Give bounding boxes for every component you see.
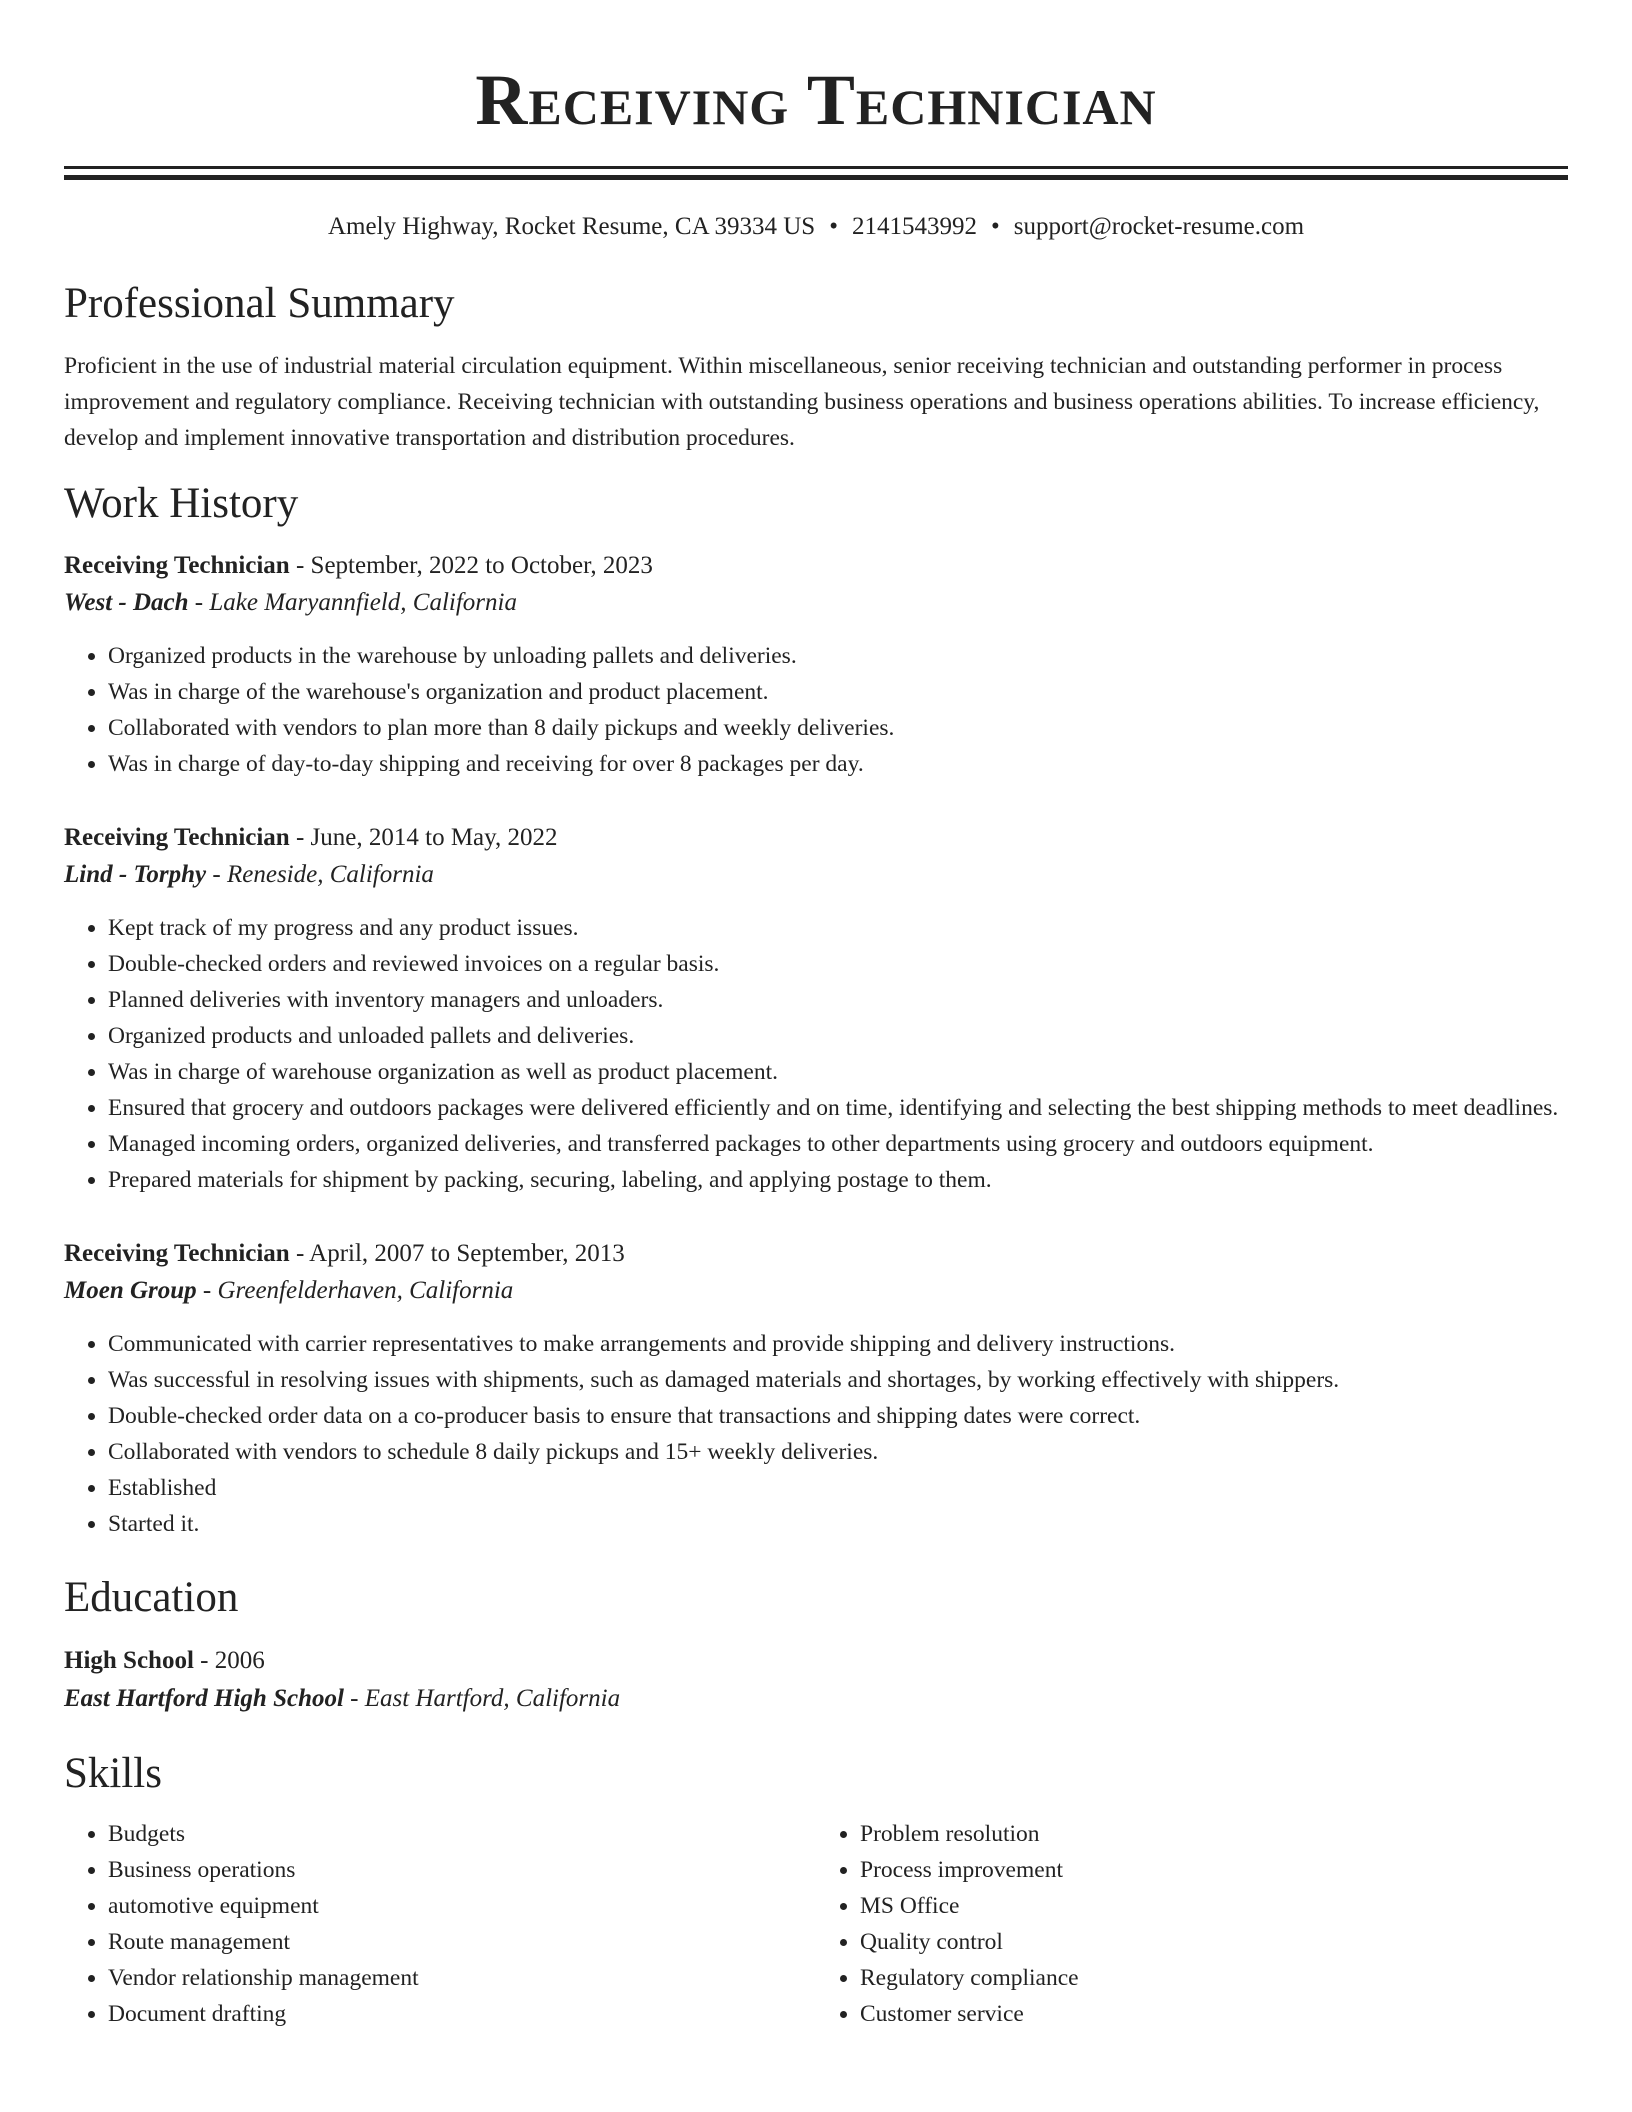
job-entry: [64, 548, 1568, 782]
skill-item: • Customer service: [860, 1996, 1568, 2032]
job-location: - Greenfelderhaven, California: [196, 1277, 514, 1304]
page-title: Receiving Technician: [475, 60, 1157, 140]
skill-item: • Regulatory compliance: [860, 1960, 1568, 1996]
skills-column-left: [64, 1816, 816, 2032]
job-position: Receiving Technician: [64, 552, 290, 579]
skill-item: • Route management: [108, 1924, 816, 1960]
list-item: • Was in charge of the warehouse's organization and product placement.: [108, 674, 1568, 710]
skill-item: • automotive equipment: [108, 1888, 816, 1924]
skill-item: • MS Office: [860, 1888, 1568, 1924]
list-item: • Kept track of my progress and any product issues.: [108, 910, 1568, 946]
list-item: • Managed incoming orders, organized deliveries, and transferred packages to other departments using grocery and outdoors equipment.: [108, 1126, 1568, 1162]
skill-item: • Quality control: [860, 1924, 1568, 1960]
skill-item: • Problem resolution: [860, 1816, 1568, 1852]
contact-phone: 2141543992: [851, 213, 977, 240]
list-item: • Double-checked orders and reviewed invoices on a regular basis.: [108, 946, 1568, 982]
job-location: - Reneside, California: [206, 861, 434, 888]
list-item: • Established: [108, 1470, 1568, 1506]
skills-grid: [64, 1816, 1568, 2032]
list-item: • Collaborated with vendors to plan more than 8 daily pickups and weekly deliveries.: [108, 710, 1568, 746]
job-header: [64, 1236, 1568, 1272]
list-item: • Was in charge of warehouse organization as well as product placement.: [108, 1054, 1568, 1090]
header-divider-bottom: [64, 175, 1568, 180]
list-item: • Started it.: [108, 1506, 1568, 1542]
contact-separator: •: [990, 213, 1000, 240]
job-entry: [64, 820, 1568, 1198]
section-title-summary: Professional Summary: [64, 280, 455, 327]
skills-column-right: [816, 1816, 1568, 2032]
skill-item: • Business operations: [108, 1852, 816, 1888]
education-degree: High School: [64, 1647, 194, 1674]
education-school-line: [64, 1680, 1568, 1718]
section-title-skills: Skills: [64, 1750, 162, 1797]
list-item: • Collaborated with vendors to schedule 8 daily pickups and 15+ weekly deliveries.: [108, 1434, 1568, 1470]
header-divider-top: [64, 166, 1568, 169]
job-employer-line: [64, 856, 1568, 894]
job-position: Receiving Technician: [64, 824, 290, 851]
list-item: • Double-checked order data on a co-producer basis to ensure that transactions and shipping dates were correct.: [108, 1398, 1568, 1434]
job-employer: Lind - Torphy: [64, 861, 207, 888]
section-title-work-history: Work History: [64, 480, 299, 527]
job-employer: West - Dach: [64, 589, 189, 616]
job-dates: - April, 2007 to September, 2013: [289, 1240, 625, 1267]
list-item: • Communicated with carrier representatives to make arrangements and provide shipping and delivery instructions.: [108, 1326, 1568, 1362]
job-dates: - June, 2014 to May, 2022: [289, 824, 558, 851]
job-location: - Lake Maryannfield, California: [188, 589, 517, 616]
skill-item: • Process improvement: [860, 1852, 1568, 1888]
job-employer: Moen Group: [64, 1277, 197, 1304]
list-item: • Organized products and unloaded pallets and deliveries.: [108, 1018, 1568, 1054]
list-item: • Organized products in the warehouse by unloading pallets and deliveries.: [108, 638, 1568, 674]
job-employer-line: [64, 1272, 1568, 1310]
job-bullets: [64, 638, 1568, 782]
job-position: Receiving Technician: [64, 1240, 290, 1267]
contact-separator: •: [829, 213, 838, 240]
list-item: • Ensured that grocery and outdoors packages were delivered efficiently and on time, identifying and selecting the best shipping methods to meet deadlines.: [108, 1090, 1568, 1126]
job-bullets: [64, 1326, 1568, 1542]
skill-item: • Budgets: [108, 1816, 816, 1852]
education-year: - 2006: [193, 1647, 265, 1674]
list-item: • Planned deliveries with inventory managers and unloaders.: [108, 982, 1568, 1018]
job-bullets: [64, 910, 1568, 1198]
summary-text: Proficient in the use of industrial material circulation equipment. Within miscellaneous, senior receiving technician and outstanding performer in process improvement and regulatory compliance. Receiving technician with outstanding business operations and business operations abilities. To increase efficiency, develop and implement innovative transportation and distribution procedures.: [64, 353, 1540, 451]
contact-line: [64, 210, 1568, 244]
job-header: [64, 548, 1568, 584]
job-employer-line: [64, 584, 1568, 622]
list-item: • Prepared materials for shipment by packing, securing, labeling, and applying postage to them.: [108, 1162, 1568, 1198]
list-item: • Was in charge of day-to-day shipping and receiving for over 8 packages per day.: [108, 746, 1568, 782]
job-entry: [64, 1236, 1568, 1542]
contact-email: support@rocket-resume.com: [1013, 213, 1305, 240]
job-header: [64, 820, 1568, 856]
education-location: - East Hartford, California: [343, 1685, 621, 1712]
education-school: East Hartford High School: [64, 1685, 344, 1712]
job-dates: - September, 2022 to October, 2023: [289, 552, 653, 579]
education-header: [64, 1642, 1568, 1680]
contact-address: Amely Highway, Rocket Resume, CA 39334 US: [327, 213, 816, 240]
skill-item: • Document drafting: [108, 1996, 816, 2032]
section-title-education: Education: [64, 1574, 239, 1621]
list-item: • Was successful in resolving issues with shipments, such as damaged materials and shortages, by working effectively with shippers.: [108, 1362, 1568, 1398]
skill-item: • Vendor relationship management: [108, 1960, 816, 1996]
